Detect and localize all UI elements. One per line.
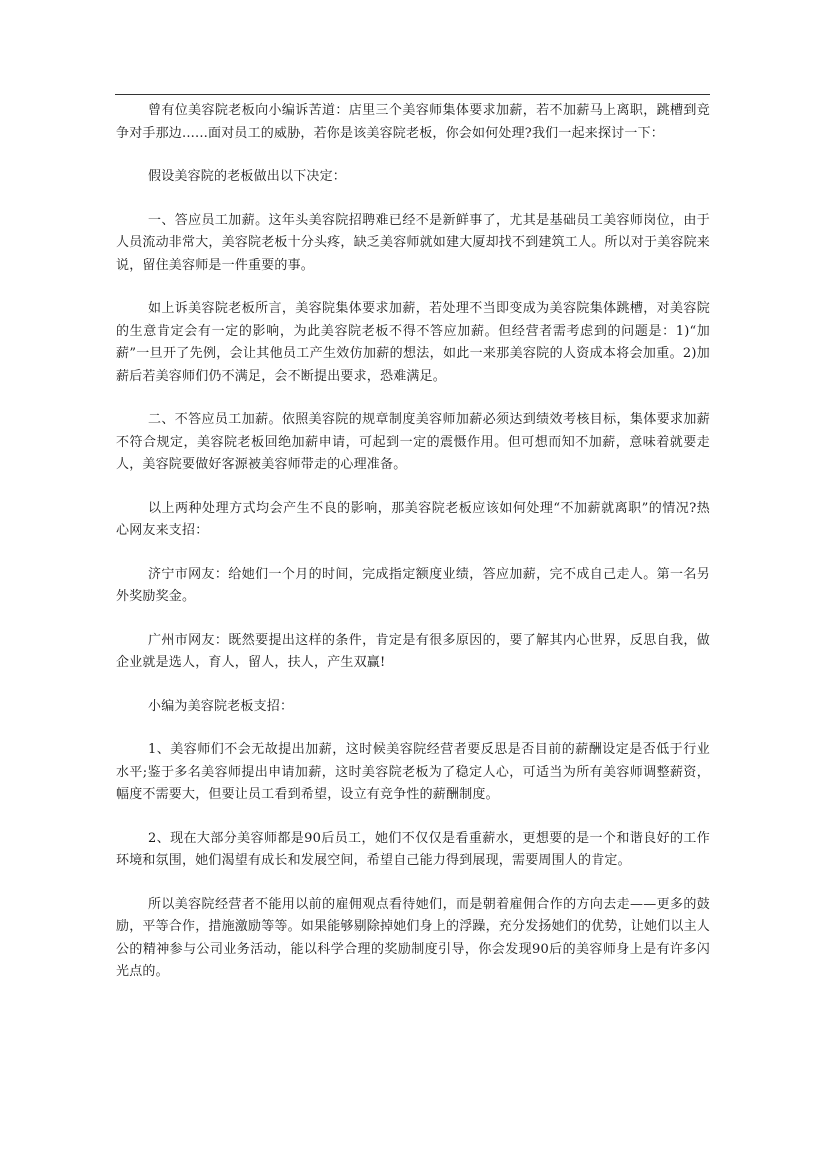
paragraph-netizen-jining: 济宁市网友：给她们一个月的时间，完成指定额度业绩，答应加薪，完不成自己走人。第一名另外奖励奖金。 xyxy=(116,566,710,604)
paragraph-option-one-detail: 如上诉美容院老板所言，美容院集体要求加薪，若处理不当即变成为美容院集体跳槽，对美容院的生意肯定会有一定的影响，为此美容院老板不得不答应加薪。但经营者需考虑到的问题是：1)“加薪”一旦开了先例，会让其他员工产生效仿加薪的想法，如此一来那美容院的人资成本将会加重。2)加薪后若美容师们仍不满足，会不断提出要求，恐难满足。 xyxy=(116,301,710,384)
paragraph-tip-two: 2、现在大部分美容师都是90后员工，她们不仅仅是看重薪水，更想要的是一个和谐良好的工作环境和氛围，她们渴望有成长和发展空间，希望自己能力得到展现，需要周围人的肯定。 xyxy=(116,830,710,868)
paragraph-tip-one: 1、美容师们不会无故提出加薪，这时候美容院经营者要反思是否目前的薪酬设定是否低于行业水平;鉴于多名美容师提出申请加薪，这时美容院老板为了稳定人心，可适当为所有美容师调整薪资，幅度不需要大，但要让员工看到希望，设立有竞争性的薪酬制度。 xyxy=(116,742,710,802)
article-body xyxy=(116,100,710,1005)
paragraph-intro: 曾有位美容院老板向小编诉苦道：店里三个美容师集体要求加薪，若不加薪马上离职，跳槽到竞争对手那边......面对员工的威胁，若你是该美容院老板，你会如何处理?我们一起来探讨一下： xyxy=(116,103,710,141)
paragraph-netizen-guangzhou: 广州市网友：既然要提出这样的条件，肯定是有很多原因的，要了解其内心世界，反思自我，做企业就是选人，育人，留人，扶人，产生双赢! xyxy=(116,632,710,670)
paragraph-editor-tips-heading: 小编为美容院老板支招： xyxy=(148,698,294,714)
paragraph-option-one: 一、答应员工加薪。这年头美容院招聘难已经不是新鲜事了，尤其是基础员工美容师岗位，由于人员流动非常大，美容院老板十分头疼，缺乏美容师就如建大厦却找不到建筑工人。所以对于美容院来说，留住美容师是一件重要的事。 xyxy=(116,212,711,273)
paragraph-conclusion: 所以美容院经营者不能用以前的雇佣观点看待她们，而是朝着雇佣合作的方向去走——更多的鼓励，平等合作，措施激励等等。如果能够剔除掉她们身上的浮躁，充分发扬她们的优势，让她们以主人公的精神参与公司业务活动，能以科学合理的奖励制度引导，你会发现90后的美容师身上是有许多闪光点的。 xyxy=(116,896,711,979)
header-divider xyxy=(115,94,710,95)
paragraph-option-two: 二、不答应员工加薪。依照美容院的规章制度美容师加薪必须达到绩效考核目标，集体要求加薪不符合规定，美容院老板回绝加薪申请，可起到一定的震慑作用。但可想而知不加薪，意味着就要走人，美容院要做好客源被美容师带走的心理准备。 xyxy=(116,412,710,472)
paragraph-assumption: 假设美容院的老板做出以下决定： xyxy=(148,169,347,184)
paragraph-transition: 以上两种处理方式均会产生不良的影响，那美容院老板应该如何处理“不加薪就离职”的情况?热心网友来支招： xyxy=(116,500,710,538)
